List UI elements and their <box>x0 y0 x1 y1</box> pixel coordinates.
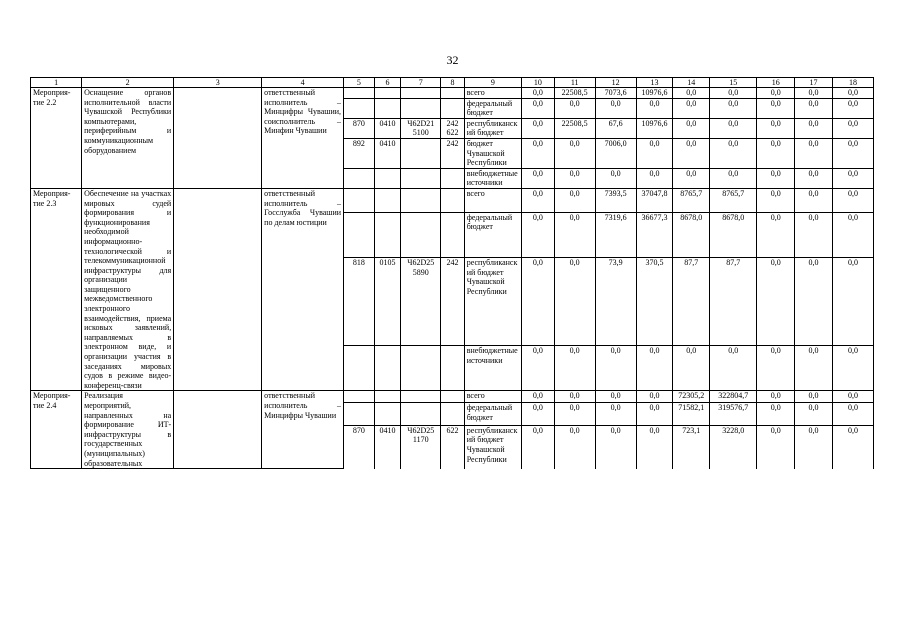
activity-code: Мероприя-тие 2.3 <box>31 188 82 390</box>
column-header: 5 <box>344 78 375 88</box>
budget-code-c6 <box>374 188 401 212</box>
budget-code-c5 <box>344 88 375 99</box>
budget-code-c7: Ч62D21 5100 <box>401 118 441 138</box>
amount-cell: 7073,6 <box>595 88 636 99</box>
amount-cell: 0,0 <box>832 257 873 345</box>
amount-cell: 0,0 <box>832 138 873 168</box>
amount-cell: 22508,5 <box>554 88 595 99</box>
amount-cell: 0,0 <box>636 138 673 168</box>
amount-cell: 0,0 <box>795 257 833 345</box>
amount-cell: 0,0 <box>636 425 673 468</box>
column-header: 16 <box>757 78 795 88</box>
amount-cell: 0,0 <box>521 403 554 426</box>
budget-code-c8 <box>441 212 465 257</box>
amount-cell: 0,0 <box>795 391 833 403</box>
amount-cell: 8678,0 <box>710 212 757 257</box>
amount-cell: 22508,5 <box>554 118 595 138</box>
table-row <box>31 188 874 212</box>
amount-cell: 0,0 <box>636 168 673 188</box>
budget-code-c8 <box>441 346 465 391</box>
budget-code-c8 <box>441 88 465 99</box>
amount-cell: 87,7 <box>673 257 710 345</box>
amount-cell: 0,0 <box>521 138 554 168</box>
amount-cell: 0,0 <box>832 346 873 391</box>
amount-cell: 67,6 <box>595 118 636 138</box>
amount-cell: 7393,5 <box>595 188 636 212</box>
column-header: 8 <box>441 78 465 88</box>
budget-code-c5: 892 <box>344 138 375 168</box>
budget-code-c7: Ч62D25 5890 <box>401 257 441 345</box>
budget-code-c6 <box>374 168 401 188</box>
budget-code-c7 <box>401 168 441 188</box>
budget-code-c5 <box>344 188 375 212</box>
activity-description: Обеспечение на участках мировых судей формирования и функционирования необходимой информационно-технологической и телекоммуникационной инфраструктуры для организации защищенного межведомственного электронного взаимодействия, приема исковых заявлений, направляемых в электронном виде, и организации участия в заседаниях мировых судов в режиме видео-конференц-связи <box>82 188 174 390</box>
amount-cell: 0,0 <box>595 98 636 118</box>
budget-code-c8: 242 622 <box>441 118 465 138</box>
funding-source: внебюджетные источники <box>464 346 521 391</box>
amount-cell: 723,1 <box>673 425 710 468</box>
amount-cell: 8678,0 <box>673 212 710 257</box>
responsible-executor: ответственный исполнитель – Госслужба Чувашии по делам юстиции <box>262 188 344 390</box>
column-header: 9 <box>464 78 521 88</box>
amount-cell: 0,0 <box>795 425 833 468</box>
amount-cell: 0,0 <box>521 257 554 345</box>
responsible-executor: ответственный исполнитель – Минцифры Чувашии, соисполнитель – Минфин Чувашии <box>262 88 344 189</box>
amount-cell: 0,0 <box>795 138 833 168</box>
column-3-cell <box>174 88 262 189</box>
activity-description: Реализация мероприятий, направленных на формирование ИТ-инфраструктуры в государственных (муниципальных) образовательных <box>82 391 174 469</box>
amount-cell: 0,0 <box>521 391 554 403</box>
budget-code-c6 <box>374 88 401 99</box>
amount-cell: 0,0 <box>595 403 636 426</box>
column-header: 12 <box>595 78 636 88</box>
amount-cell: 0,0 <box>673 138 710 168</box>
amount-cell: 0,0 <box>710 346 757 391</box>
amount-cell: 0,0 <box>673 98 710 118</box>
amount-cell: 0,0 <box>832 118 873 138</box>
amount-cell: 0,0 <box>795 212 833 257</box>
amount-cell: 0,0 <box>521 118 554 138</box>
budget-code-c6: 0410 <box>374 425 401 468</box>
column-header: 4 <box>262 78 344 88</box>
budget-code-c5: 870 <box>344 118 375 138</box>
amount-cell: 0,0 <box>636 346 673 391</box>
amount-cell: 0,0 <box>521 168 554 188</box>
amount-cell: 0,0 <box>595 168 636 188</box>
amount-cell: 0,0 <box>595 425 636 468</box>
amount-cell: 0,0 <box>554 168 595 188</box>
column-header: 13 <box>636 78 673 88</box>
amount-cell: 0,0 <box>673 88 710 99</box>
funding-source: федеральный бюджет <box>464 403 521 426</box>
amount-cell: 0,0 <box>673 168 710 188</box>
budget-code-c8: 242 <box>441 257 465 345</box>
amount-cell: 0,0 <box>710 98 757 118</box>
column-header: 10 <box>521 78 554 88</box>
amount-cell: 0,0 <box>832 425 873 468</box>
amount-cell: 0,0 <box>757 98 795 118</box>
responsible-executor: ответственный исполнитель – Минцифры Чувашии <box>262 391 344 469</box>
budget-code-c6 <box>374 212 401 257</box>
amount-cell: 0,0 <box>554 403 595 426</box>
budget-code-c7 <box>401 403 441 426</box>
budget-code-c8 <box>441 403 465 426</box>
budget-code-c7: Ч62D25 1170 <box>401 425 441 468</box>
amount-cell: 8765,7 <box>710 188 757 212</box>
column-header: 17 <box>795 78 833 88</box>
amount-cell: 0,0 <box>832 403 873 426</box>
budget-code-c5 <box>344 98 375 118</box>
header-row <box>31 78 874 88</box>
amount-cell: 322804,7 <box>710 391 757 403</box>
funding-source: всего <box>464 188 521 212</box>
table-row <box>31 88 874 99</box>
amount-cell: 0,0 <box>554 346 595 391</box>
funding-source: республиканский бюджет Чувашской Республики <box>464 425 521 468</box>
amount-cell: 0,0 <box>554 188 595 212</box>
amount-cell: 0,0 <box>554 138 595 168</box>
budget-code-c5 <box>344 346 375 391</box>
funding-source: всего <box>464 391 521 403</box>
budget-code-c7 <box>401 346 441 391</box>
activity-code: Мероприя-тие 2.4 <box>31 391 82 469</box>
budget-code-c6: 0410 <box>374 138 401 168</box>
budget-code-c7 <box>401 212 441 257</box>
amount-cell: 87,7 <box>710 257 757 345</box>
funding-source: всего <box>464 88 521 99</box>
budget-table <box>30 77 874 469</box>
amount-cell: 0,0 <box>710 118 757 138</box>
amount-cell: 0,0 <box>795 118 833 138</box>
amount-cell: 0,0 <box>795 346 833 391</box>
column-3-cell <box>174 188 262 390</box>
page-number: 32 <box>446 53 459 67</box>
amount-cell: 0,0 <box>757 425 795 468</box>
amount-cell: 71582,1 <box>673 403 710 426</box>
budget-code-c6 <box>374 98 401 118</box>
amount-cell: 0,0 <box>710 138 757 168</box>
amount-cell: 0,0 <box>757 391 795 403</box>
amount-cell: 0,0 <box>795 88 833 99</box>
budget-code-c7 <box>401 188 441 212</box>
amount-cell: 73,9 <box>595 257 636 345</box>
amount-cell: 0,0 <box>554 98 595 118</box>
table-row <box>31 391 874 403</box>
amount-cell: 36677,3 <box>636 212 673 257</box>
column-header: 15 <box>710 78 757 88</box>
column-header: 11 <box>554 78 595 88</box>
funding-source: внебюджетные источники <box>464 168 521 188</box>
amount-cell: 72305,2 <box>673 391 710 403</box>
funding-source: республиканский бюджет Чувашской Республики <box>464 257 521 345</box>
amount-cell: 37047,8 <box>636 188 673 212</box>
amount-cell: 0,0 <box>832 88 873 99</box>
amount-cell: 0,0 <box>832 391 873 403</box>
budget-code-c7 <box>401 98 441 118</box>
amount-cell: 0,0 <box>521 212 554 257</box>
amount-cell: 0,0 <box>710 168 757 188</box>
budget-code-c7 <box>401 138 441 168</box>
amount-cell: 10976,6 <box>636 118 673 138</box>
amount-cell: 0,0 <box>521 425 554 468</box>
amount-cell: 0,0 <box>757 257 795 345</box>
amount-cell: 0,0 <box>832 212 873 257</box>
budget-code-c8 <box>441 391 465 403</box>
funding-source: федеральный бюджет <box>464 98 521 118</box>
amount-cell: 0,0 <box>554 391 595 403</box>
amount-cell: 0,0 <box>757 403 795 426</box>
column-header: 6 <box>374 78 401 88</box>
budget-code-c5: 870 <box>344 425 375 468</box>
amount-cell: 319576,7 <box>710 403 757 426</box>
amount-cell: 370,5 <box>636 257 673 345</box>
activity-description: Оснащение органов исполнительной власти Чувашской Республики компьютерами, периферийным и коммуникационным оборудованием <box>82 88 174 189</box>
budget-code-c6 <box>374 391 401 403</box>
budget-code-c6 <box>374 403 401 426</box>
amount-cell: 0,0 <box>521 346 554 391</box>
activity-code: Мероприя-тие 2.2 <box>31 88 82 189</box>
amount-cell: 10976,6 <box>636 88 673 99</box>
amount-cell: 0,0 <box>636 403 673 426</box>
amount-cell: 0,0 <box>832 168 873 188</box>
amount-cell: 0,0 <box>521 88 554 99</box>
amount-cell: 0,0 <box>832 188 873 212</box>
amount-cell: 0,0 <box>554 425 595 468</box>
amount-cell: 0,0 <box>595 346 636 391</box>
amount-cell: 0,0 <box>673 118 710 138</box>
amount-cell: 0,0 <box>795 403 833 426</box>
amount-cell: 0,0 <box>554 257 595 345</box>
amount-cell: 0,0 <box>795 98 833 118</box>
amount-cell: 0,0 <box>757 88 795 99</box>
column-header: 7 <box>401 78 441 88</box>
amount-cell: 0,0 <box>521 188 554 212</box>
column-header: 1 <box>31 78 82 88</box>
funding-source: федеральный бюджет <box>464 212 521 257</box>
amount-cell: 0,0 <box>795 168 833 188</box>
amount-cell: 0,0 <box>673 346 710 391</box>
amount-cell: 0,0 <box>757 168 795 188</box>
amount-cell: 0,0 <box>757 118 795 138</box>
amount-cell: 0,0 <box>521 98 554 118</box>
amount-cell: 8765,7 <box>673 188 710 212</box>
budget-code-c8: 622 <box>441 425 465 468</box>
amount-cell: 0,0 <box>757 188 795 212</box>
column-header: 18 <box>832 78 873 88</box>
amount-cell: 3228,0 <box>710 425 757 468</box>
budget-code-c5 <box>344 403 375 426</box>
funding-source: республиканский бюджет <box>464 118 521 138</box>
amount-cell: 0,0 <box>757 346 795 391</box>
budget-code-c8 <box>441 168 465 188</box>
column-header: 2 <box>82 78 174 88</box>
amount-cell: 0,0 <box>636 391 673 403</box>
budget-code-c7 <box>401 88 441 99</box>
table-body <box>31 78 874 469</box>
budget-code-c6: 0105 <box>374 257 401 345</box>
budget-code-c8 <box>441 188 465 212</box>
budget-code-c7 <box>401 391 441 403</box>
budget-code-c5 <box>344 391 375 403</box>
budget-code-c5 <box>344 168 375 188</box>
amount-cell: 0,0 <box>554 212 595 257</box>
budget-code-c5 <box>344 212 375 257</box>
amount-cell: 0,0 <box>795 188 833 212</box>
column-header: 3 <box>174 78 262 88</box>
amount-cell: 0,0 <box>757 138 795 168</box>
column-3-cell <box>174 391 262 469</box>
budget-code-c5: 818 <box>344 257 375 345</box>
amount-cell: 0,0 <box>710 88 757 99</box>
funding-source: бюджет Чувашской Республики <box>464 138 521 168</box>
amount-cell: 7319,6 <box>595 212 636 257</box>
column-header: 14 <box>673 78 710 88</box>
amount-cell: 0,0 <box>636 98 673 118</box>
amount-cell: 0,0 <box>832 98 873 118</box>
budget-code-c6: 0410 <box>374 118 401 138</box>
amount-cell: 7006,0 <box>595 138 636 168</box>
amount-cell: 0,0 <box>757 212 795 257</box>
budget-code-c8: 242 <box>441 138 465 168</box>
amount-cell: 0,0 <box>595 391 636 403</box>
budget-code-c8 <box>441 98 465 118</box>
budget-code-c6 <box>374 346 401 391</box>
